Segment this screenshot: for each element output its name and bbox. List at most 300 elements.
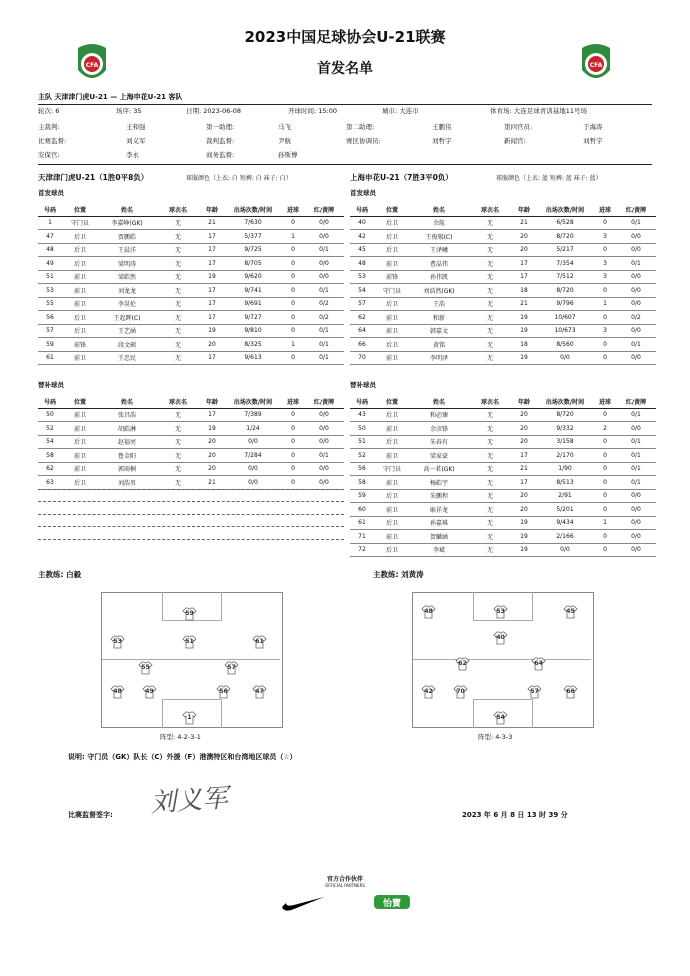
table-cell: 无 bbox=[468, 243, 512, 257]
column-header: 年龄 bbox=[200, 203, 224, 216]
table-cell: 1 bbox=[594, 516, 616, 530]
table-cell: 9/725 bbox=[224, 243, 282, 257]
table-cell: 后卫 bbox=[374, 297, 410, 311]
table-cell: 20 bbox=[512, 435, 536, 449]
table-cell: 梁皓然 bbox=[98, 270, 156, 284]
table-row bbox=[350, 284, 656, 298]
table-cell: 53 bbox=[350, 270, 374, 284]
table-cell: 0 bbox=[282, 408, 304, 422]
table-cell: 0 bbox=[594, 530, 616, 544]
table-row bbox=[350, 270, 656, 284]
table-cell: 0 bbox=[594, 462, 616, 476]
table-row bbox=[350, 324, 656, 338]
table-cell: 后卫 bbox=[62, 243, 98, 257]
table-cell: 前卫 bbox=[62, 408, 98, 422]
sign-datetime: 2023 年 6 月 8 日 13 时 39 分 bbox=[462, 811, 568, 819]
table-cell: 0/0 bbox=[224, 476, 282, 490]
shirt-number: 49 bbox=[145, 688, 154, 695]
table-row bbox=[350, 489, 656, 503]
table-cell: 后卫 bbox=[374, 543, 410, 557]
table-cell: 0 bbox=[594, 216, 616, 230]
table-cell: 0 bbox=[282, 257, 304, 271]
column-header: 号码 bbox=[38, 395, 62, 408]
table-cell: 梁家豪 bbox=[410, 449, 468, 463]
table-cell: 0/0 bbox=[304, 408, 344, 422]
table-cell: 胡皓淋 bbox=[98, 422, 156, 436]
table-row bbox=[38, 257, 344, 271]
table-cell: 9/796 bbox=[536, 297, 594, 311]
column-header: 位置 bbox=[62, 395, 98, 408]
table-cell: 0/0 bbox=[224, 435, 282, 449]
table-cell: 7/389 bbox=[224, 408, 282, 422]
table-cell: 无 bbox=[468, 408, 512, 422]
player-shirt-icon bbox=[216, 685, 231, 699]
column-header: 位置 bbox=[62, 203, 98, 216]
table-cell: 守门员 bbox=[374, 284, 410, 298]
table-cell: 8/720 bbox=[536, 230, 594, 244]
table-row bbox=[350, 449, 656, 463]
table-cell: 王俊锡(C) bbox=[410, 230, 468, 244]
table-cell: 61 bbox=[38, 351, 62, 365]
table-cell: 0/1 bbox=[304, 351, 344, 365]
table-cell: 21 bbox=[200, 476, 224, 490]
table-cell: 无 bbox=[468, 284, 512, 298]
away-subs-label: 替补球员 bbox=[350, 381, 376, 389]
table-cell: 无 bbox=[468, 324, 512, 338]
table-cell: 后卫 bbox=[374, 516, 410, 530]
table-cell: 0/0 bbox=[616, 351, 656, 365]
table-cell: 19 bbox=[512, 311, 536, 325]
table-cell: 后卫 bbox=[62, 311, 98, 325]
table-cell: 0 bbox=[594, 351, 616, 365]
player-shirt-icon bbox=[493, 605, 508, 619]
table-cell: 20 bbox=[200, 449, 224, 463]
table-row bbox=[350, 408, 656, 422]
table-row bbox=[38, 216, 344, 230]
table-cell: 47 bbox=[38, 230, 62, 244]
home-coach: 主教练: 白毅 bbox=[38, 570, 82, 579]
table-cell: 20 bbox=[512, 503, 536, 517]
table-cell: 无 bbox=[468, 230, 512, 244]
table-header-row bbox=[350, 203, 656, 216]
table-cell: 朱鹏程 bbox=[410, 489, 468, 503]
column-header: 出场次数/时间 bbox=[224, 395, 282, 408]
table-row bbox=[38, 324, 344, 338]
table-header-row bbox=[38, 203, 344, 216]
table-cell: 无 bbox=[468, 489, 512, 503]
table-cell: 0 bbox=[282, 476, 304, 490]
shirt-number: 55 bbox=[141, 664, 150, 671]
table-cell: 17 bbox=[200, 351, 224, 365]
table-cell: 53 bbox=[38, 284, 62, 298]
table-cell: 19 bbox=[200, 324, 224, 338]
shirt-number: 57 bbox=[227, 664, 236, 671]
table-cell: 无 bbox=[156, 297, 200, 311]
column-header: 球衣名 bbox=[468, 203, 512, 216]
home-formation-pitch bbox=[101, 592, 283, 728]
shirt-number: 51 bbox=[185, 638, 194, 645]
table-cell: 0 bbox=[594, 408, 616, 422]
table-cell: 17 bbox=[200, 230, 224, 244]
table-cell: 48 bbox=[350, 257, 374, 271]
away-starters-table bbox=[350, 203, 656, 365]
table-cell: 3 bbox=[594, 324, 616, 338]
away-formation-pitch bbox=[412, 592, 594, 728]
table-cell: 2/170 bbox=[536, 449, 594, 463]
table-row bbox=[38, 297, 344, 311]
table-cell: 17 bbox=[512, 257, 536, 271]
table-cell: 无 bbox=[156, 435, 200, 449]
player-shirt-icon bbox=[493, 711, 508, 725]
table-cell: 8/560 bbox=[536, 338, 594, 352]
table-cell: 曹晶伟 bbox=[410, 257, 468, 271]
table-cell: 0/0 bbox=[304, 230, 344, 244]
table-cell: 2 bbox=[594, 422, 616, 436]
table-cell: 李嘉峥(GK) bbox=[98, 216, 156, 230]
player-shirt-icon bbox=[455, 657, 470, 671]
table-row bbox=[350, 435, 656, 449]
table-cell: 前卫 bbox=[374, 311, 410, 325]
match-line: 主队 天津津门虎U-21 — 上海申花U-21 客队 bbox=[38, 93, 183, 101]
column-header: 号码 bbox=[350, 203, 374, 216]
table-cell: 0 bbox=[594, 543, 616, 557]
table-cell: 5/201 bbox=[536, 503, 594, 517]
table-cell: 0/1 bbox=[304, 324, 344, 338]
table-cell: 贾鹏皓 bbox=[98, 230, 156, 244]
table-cell: 9/434 bbox=[536, 516, 594, 530]
table-cell: 7/630 bbox=[224, 216, 282, 230]
player-shirt-icon bbox=[493, 631, 508, 645]
table-cell: 19 bbox=[512, 543, 536, 557]
table-cell: 2/91 bbox=[536, 489, 594, 503]
table-cell: 无 bbox=[468, 216, 512, 230]
table-cell: 王晨洋 bbox=[98, 243, 156, 257]
table-cell: 前锋 bbox=[62, 338, 98, 352]
table-cell: 无 bbox=[468, 422, 512, 436]
table-row bbox=[350, 530, 656, 544]
table-cell: 0 bbox=[282, 297, 304, 311]
column-header: 进球 bbox=[594, 395, 616, 408]
table-cell: 9/613 bbox=[224, 351, 282, 365]
table-cell: 2/166 bbox=[536, 530, 594, 544]
table-cell: 赵福亮 bbox=[98, 435, 156, 449]
table-cell: 后卫 bbox=[374, 489, 410, 503]
table-cell: 62 bbox=[350, 311, 374, 325]
table-cell: 0 bbox=[594, 243, 616, 257]
table-cell: 前卫 bbox=[374, 257, 410, 271]
table-row bbox=[38, 230, 344, 244]
table-cell: 无 bbox=[468, 351, 512, 365]
table-row bbox=[38, 422, 344, 436]
table-cell: 无 bbox=[156, 408, 200, 422]
player-shirt-icon bbox=[563, 685, 578, 699]
table-cell: 66 bbox=[350, 338, 374, 352]
away-starters-label: 首发球员 bbox=[350, 189, 376, 197]
table-cell: 0/0 bbox=[304, 270, 344, 284]
table-cell: 0/0 bbox=[616, 503, 656, 517]
table-cell: 0 bbox=[282, 216, 304, 230]
table-cell: 7/284 bbox=[224, 449, 282, 463]
player-shirt-icon bbox=[421, 605, 436, 619]
table-cell: 0/0 bbox=[616, 543, 656, 557]
table-row bbox=[38, 338, 344, 352]
table-cell: 0 bbox=[594, 435, 616, 449]
table-cell: 段文硕 bbox=[98, 338, 156, 352]
table-cell: 0/1 bbox=[304, 243, 344, 257]
player-shirt-icon bbox=[252, 685, 267, 699]
player-shirt-icon bbox=[453, 685, 468, 699]
column-header: 号码 bbox=[350, 395, 374, 408]
table-row bbox=[38, 462, 344, 476]
table-cell: 1 bbox=[282, 230, 304, 244]
shirt-number: 47 bbox=[255, 688, 264, 695]
table-cell: 20 bbox=[200, 435, 224, 449]
table-cell: 余航 bbox=[410, 216, 468, 230]
table-cell: 王起晖(C) bbox=[98, 311, 156, 325]
table-cell: 黄铭 bbox=[410, 338, 468, 352]
column-header: 年龄 bbox=[512, 203, 536, 216]
column-header: 出场次数/时间 bbox=[536, 395, 594, 408]
away-kit: 球服颜色（上衣: 蓝 短裤: 蓝 袜子: 蓝） bbox=[496, 175, 602, 182]
table-cell: 和必臻 bbox=[410, 408, 468, 422]
table-cell: 0/1 bbox=[616, 435, 656, 449]
table-cell: 0 bbox=[594, 284, 616, 298]
table-cell: 王忠民 bbox=[98, 351, 156, 365]
table-cell: 0 bbox=[282, 270, 304, 284]
table-cell: 0/0 bbox=[616, 297, 656, 311]
table-cell: 17 bbox=[200, 284, 224, 298]
table-row bbox=[350, 230, 656, 244]
shirt-number: 54 bbox=[496, 714, 505, 721]
table-cell: 0 bbox=[594, 311, 616, 325]
table-cell: 0/1 bbox=[616, 338, 656, 352]
table-row bbox=[38, 311, 344, 325]
table-cell: 无 bbox=[468, 311, 512, 325]
table-cell: 0/2 bbox=[616, 311, 656, 325]
table-cell: 72 bbox=[350, 543, 374, 557]
svg-text:CFA: CFA bbox=[85, 62, 99, 69]
table-cell: 0/0 bbox=[536, 351, 594, 365]
shirt-number: 1 bbox=[187, 714, 192, 721]
table-cell: 无 bbox=[468, 270, 512, 284]
table-cell: 前卫 bbox=[62, 297, 98, 311]
table-cell: 21 bbox=[512, 462, 536, 476]
table-cell: 0/1 bbox=[616, 216, 656, 230]
table-cell: 后卫 bbox=[374, 216, 410, 230]
table-cell: 无 bbox=[156, 449, 200, 463]
table-cell: 17 bbox=[200, 257, 224, 271]
table-cell: 王泽曦 bbox=[410, 243, 468, 257]
table-cell: 0/0 bbox=[616, 530, 656, 544]
table-cell: 19 bbox=[512, 324, 536, 338]
away-coach: 主教练: 刘黄涛 bbox=[373, 570, 424, 579]
table-cell: 42 bbox=[350, 230, 374, 244]
player-shirt-icon bbox=[142, 685, 157, 699]
table-cell: 62 bbox=[38, 462, 62, 476]
table-cell: 49 bbox=[38, 257, 62, 271]
shirt-number: 62 bbox=[458, 660, 467, 667]
supervisor-signature: 刘义军 bbox=[149, 783, 230, 819]
table-cell: 8/325 bbox=[224, 338, 282, 352]
table-cell: 8/513 bbox=[536, 476, 594, 490]
shirt-number: 48 bbox=[424, 608, 433, 615]
table-cell: 0 bbox=[594, 476, 616, 490]
table-cell: 9/620 bbox=[224, 270, 282, 284]
table-cell: 前卫 bbox=[62, 270, 98, 284]
table-cell: 无 bbox=[468, 530, 512, 544]
table-cell: 20 bbox=[512, 489, 536, 503]
table-cell: 20 bbox=[200, 462, 224, 476]
table-cell: 刘浩然(GK) bbox=[410, 284, 468, 298]
table-cell: 孙伟凯 bbox=[410, 270, 468, 284]
table-cell: 前卫 bbox=[374, 324, 410, 338]
table-cell: 无 bbox=[156, 338, 200, 352]
column-header: 球衣名 bbox=[156, 395, 200, 408]
partners-label: 官方合作伙伴 bbox=[326, 876, 363, 883]
table-row bbox=[350, 476, 656, 490]
table-cell: 8/705 bbox=[224, 257, 282, 271]
table-cell: 0/0 bbox=[224, 462, 282, 476]
table-row bbox=[38, 243, 344, 257]
table-cell: 18 bbox=[512, 284, 536, 298]
table-cell: 9/727 bbox=[224, 311, 282, 325]
table-row bbox=[38, 476, 344, 490]
table-cell: 21 bbox=[512, 216, 536, 230]
table-row bbox=[350, 543, 656, 557]
column-header: 出场次数/时间 bbox=[536, 203, 594, 216]
table-cell: 0/1 bbox=[304, 284, 344, 298]
table-cell: 8/720 bbox=[536, 284, 594, 298]
table-cell: 6/528 bbox=[536, 216, 594, 230]
table-row bbox=[350, 503, 656, 517]
table-cell: 无 bbox=[156, 311, 200, 325]
table-cell: 48 bbox=[38, 243, 62, 257]
table-cell: 0/0 bbox=[304, 257, 344, 271]
table-cell: 60 bbox=[350, 503, 374, 517]
table-cell: 8/720 bbox=[536, 408, 594, 422]
table-cell: 21 bbox=[200, 216, 224, 230]
table-cell: 54 bbox=[38, 435, 62, 449]
column-header: 姓名 bbox=[98, 203, 156, 216]
table-cell: 0/0 bbox=[616, 230, 656, 244]
table-cell: 20 bbox=[200, 338, 224, 352]
table-cell: 朱春有 bbox=[410, 435, 468, 449]
column-header: 姓名 bbox=[410, 203, 468, 216]
table-cell: 64 bbox=[350, 324, 374, 338]
table-cell: 前卫 bbox=[62, 462, 98, 476]
table-cell: 无 bbox=[156, 284, 200, 298]
column-header: 姓名 bbox=[98, 395, 156, 408]
table-cell: 0/0 bbox=[536, 543, 594, 557]
shirt-number: 45 bbox=[566, 608, 575, 615]
column-header: 红/黄牌 bbox=[304, 203, 344, 216]
partners-label-en: OFFICIAL PARTNERS bbox=[325, 883, 365, 888]
table-cell: 7/354 bbox=[536, 257, 594, 271]
shirt-number: 42 bbox=[424, 688, 433, 695]
table-cell: 56 bbox=[38, 311, 62, 325]
table-cell: 前卫 bbox=[62, 351, 98, 365]
table-cell: 0 bbox=[282, 462, 304, 476]
table-row bbox=[350, 338, 656, 352]
table-cell: 58 bbox=[350, 476, 374, 490]
table-cell: 前锋 bbox=[374, 270, 410, 284]
table-row bbox=[350, 257, 656, 271]
shirt-number: 56 bbox=[219, 688, 228, 695]
column-header: 姓名 bbox=[410, 395, 468, 408]
signature-label: 比赛监督签字: bbox=[68, 811, 113, 819]
table-cell: 0 bbox=[282, 243, 304, 257]
table-cell: 郭雨桐 bbox=[98, 462, 156, 476]
table-cell: 3 bbox=[594, 230, 616, 244]
table-cell: 前卫 bbox=[374, 351, 410, 365]
table-cell: 后卫 bbox=[62, 257, 98, 271]
shirt-number: 70 bbox=[456, 688, 465, 695]
table-cell: 3 bbox=[594, 257, 616, 271]
table-cell: 0/0 bbox=[304, 476, 344, 490]
table-row bbox=[350, 216, 656, 230]
table-cell: 0/1 bbox=[304, 449, 344, 463]
table-cell: 21 bbox=[512, 297, 536, 311]
table-cell: 无 bbox=[468, 516, 512, 530]
table-cell: 前卫 bbox=[374, 503, 410, 517]
shirt-number: 57 bbox=[530, 688, 539, 695]
table-cell: 刘浩男 bbox=[98, 476, 156, 490]
home-formation: 阵型: 4-2-3-1 bbox=[160, 733, 201, 741]
table-cell: 19 bbox=[512, 516, 536, 530]
league-title: 2023中国足球协会U-21联赛 bbox=[244, 28, 446, 46]
table-cell: 19 bbox=[512, 351, 536, 365]
column-header: 球衣名 bbox=[156, 203, 200, 216]
table-cell: 后卫 bbox=[374, 408, 410, 422]
table-cell: 0/0 bbox=[616, 284, 656, 298]
home-starters-label: 首发球员 bbox=[38, 189, 64, 197]
table-cell: 10/673 bbox=[536, 324, 594, 338]
column-header: 年龄 bbox=[512, 395, 536, 408]
table-cell: 17 bbox=[200, 408, 224, 422]
table-cell: 后卫 bbox=[62, 324, 98, 338]
away-formation: 阵型: 4-3-3 bbox=[478, 733, 513, 741]
table-cell: 3 bbox=[594, 270, 616, 284]
table-cell: 0/1 bbox=[616, 462, 656, 476]
table-cell: 17 bbox=[512, 449, 536, 463]
table-cell: 1 bbox=[594, 297, 616, 311]
table-row bbox=[350, 297, 656, 311]
table-cell: 20 bbox=[512, 243, 536, 257]
player-shirt-icon bbox=[182, 635, 197, 649]
table-cell: 守门员 bbox=[374, 462, 410, 476]
table-cell: 0 bbox=[594, 489, 616, 503]
table-cell: 0 bbox=[594, 503, 616, 517]
table-cell: 后卫 bbox=[374, 243, 410, 257]
shirt-number: 53 bbox=[113, 638, 122, 645]
table-cell: 0 bbox=[282, 284, 304, 298]
table-cell: 3/158 bbox=[536, 435, 594, 449]
table-row bbox=[350, 462, 656, 476]
table-cell: 无 bbox=[156, 476, 200, 490]
table-cell: 40 bbox=[350, 216, 374, 230]
home-subs-label: 替补球员 bbox=[38, 381, 64, 389]
table-cell: 后卫 bbox=[374, 230, 410, 244]
table-cell: 0/0 bbox=[616, 422, 656, 436]
table-cell: 李明泽 bbox=[410, 351, 468, 365]
table-cell: 无 bbox=[468, 503, 512, 517]
table-row bbox=[38, 408, 344, 422]
table-cell: 1/24 bbox=[224, 422, 282, 436]
empty-row bbox=[38, 501, 344, 502]
table-cell: 17 bbox=[512, 476, 536, 490]
empty-row bbox=[38, 526, 344, 527]
legend-note: 说明: 守门员（GK）队长（C）外援（F）港澳特区和台湾地区球员（☆） bbox=[68, 753, 297, 761]
